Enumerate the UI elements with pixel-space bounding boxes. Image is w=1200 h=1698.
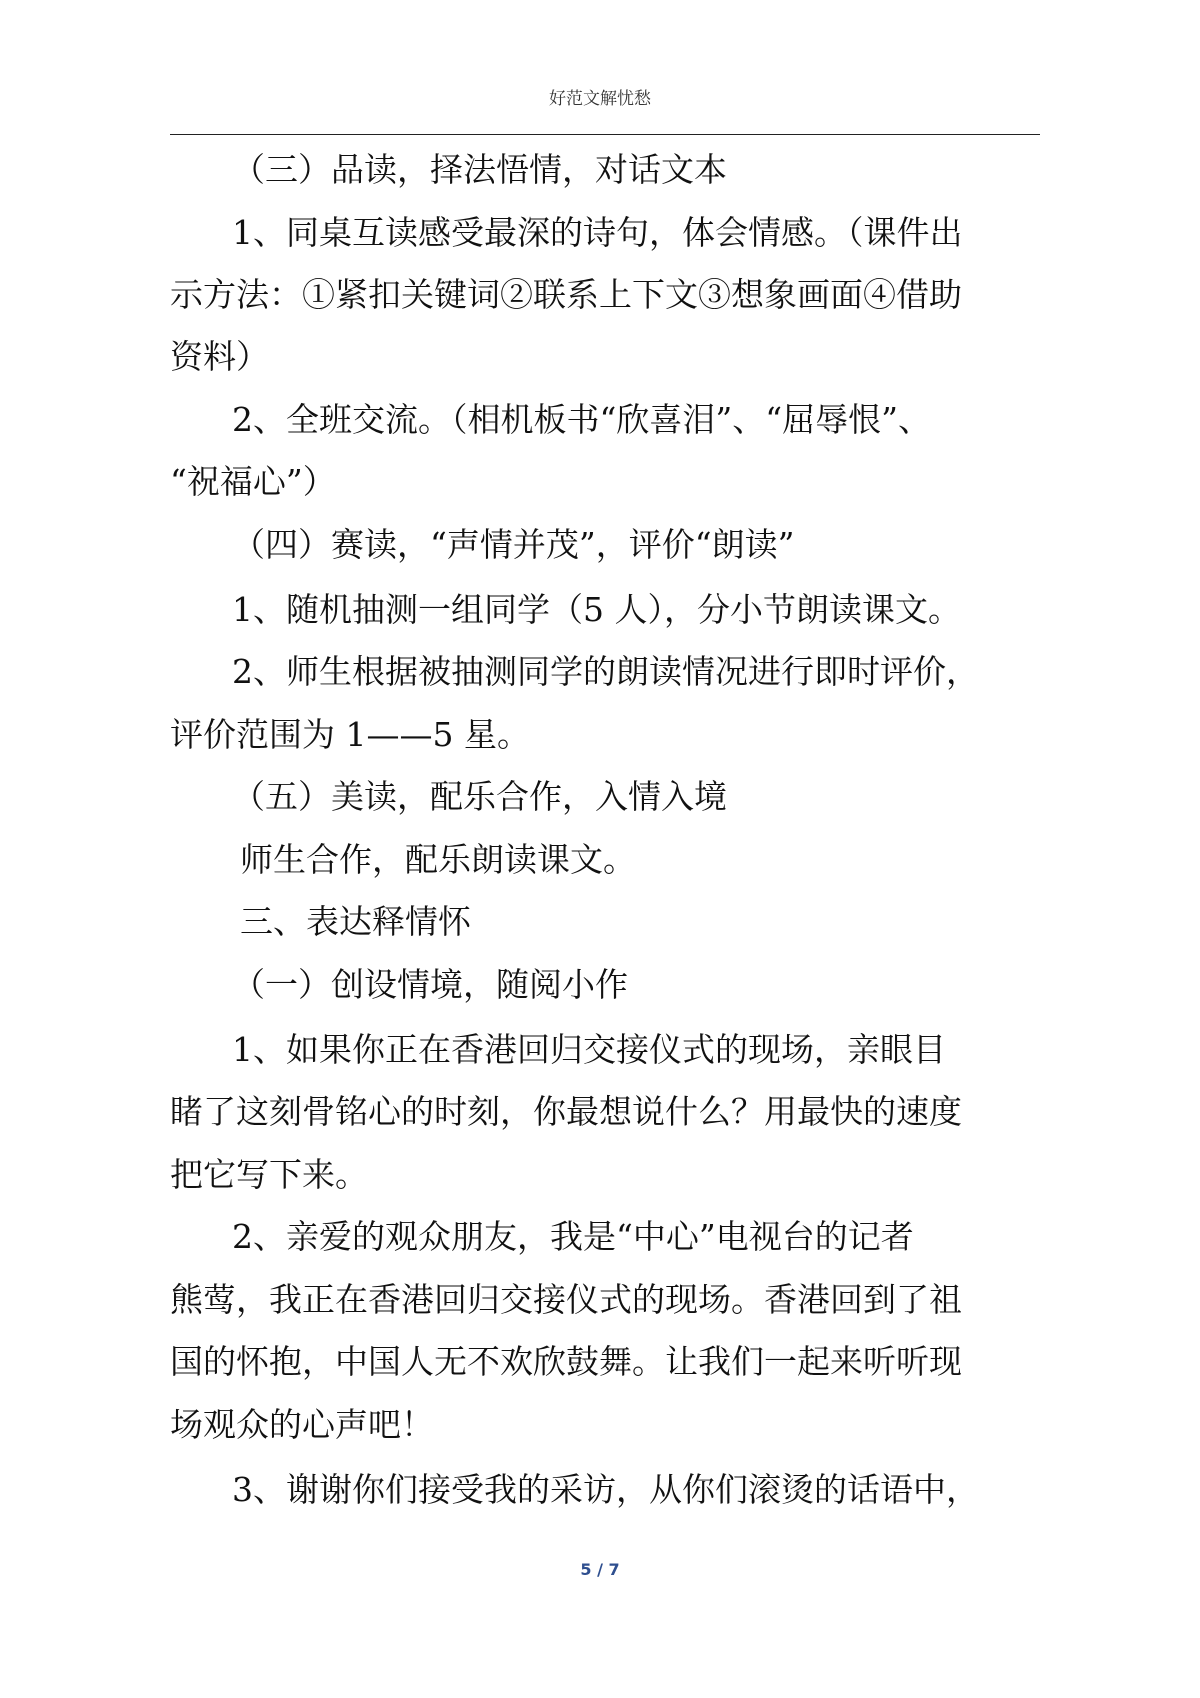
body-line: 熊莺，我正在香港回归交接仪式的现场。香港回到了祖 (170, 1280, 962, 1319)
body-line: 把它写下来。 (170, 1155, 368, 1194)
body-line: 2、师生根据被抽测同学的朗读情况进行即时评价， (232, 652, 979, 691)
body-line: 评价范围为 1——5 星。 (170, 715, 530, 754)
body-line: 2、全班交流。（相机板书“欣喜泪”、“屈辱恨”、 (232, 400, 931, 439)
body-line: 2、亲爱的观众朋友，我是“中心”电视台的记者 (232, 1217, 914, 1256)
body-line: （四）赛读，“声情并茂”，评价“朗读” (232, 525, 795, 564)
body-line: 3、谢谢你们接受我的采访，从你们滚烫的话语中， (232, 1470, 979, 1509)
body-line: 睹了这刻骨铭心的时刻，你最想说什么？用最快的速度 (170, 1092, 962, 1131)
body-line: 1、如果你正在香港回归交接仪式的现场，亲眼目 (232, 1030, 946, 1069)
body-line: 1、随机抽测一组同学（5 人），分小节朗读课文。 (232, 590, 961, 629)
body-line: 场观众的心声吧！ (170, 1405, 434, 1444)
body-line: 国的怀抱，中国人无不欢欣鼓舞。让我们一起来听听现 (170, 1342, 962, 1381)
body-line: “祝福心”） (170, 462, 336, 501)
body-line: 三、表达释情怀 (240, 902, 471, 941)
body-line: （五）美读，配乐合作，入情入境 (232, 777, 727, 816)
body-line: 资料） (170, 337, 269, 376)
page-header-title: 好范文解忧愁 (549, 89, 651, 109)
header-divider (170, 134, 1040, 135)
page-number: 5 / 7 (580, 1560, 620, 1579)
body-line: 示方法：①紧扣关键词②联系上下文③想象画面④借助 (170, 275, 962, 314)
body-line: 1、同桌互读感受最深的诗句，体会情感。（课件出 (232, 213, 963, 252)
body-line: 师生合作，配乐朗读课文。 (240, 840, 636, 879)
body-line: （一）创设情境，随阅小作 (232, 965, 628, 1004)
body-line: （三）品读，择法悟情，对话文本 (232, 150, 727, 189)
